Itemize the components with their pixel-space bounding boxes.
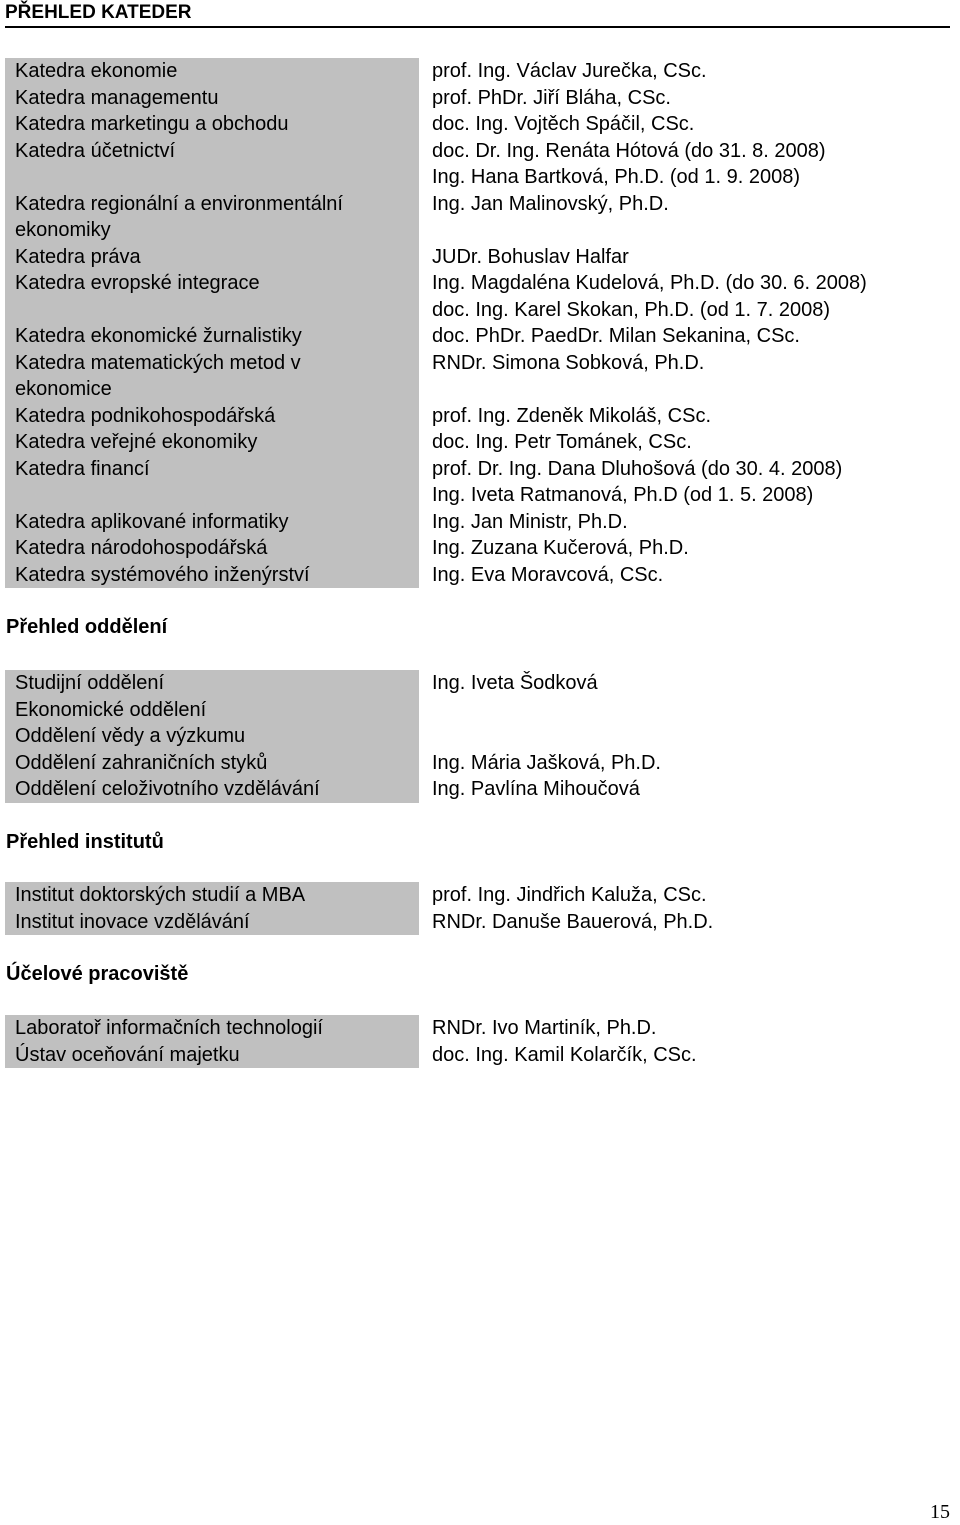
- unit-head: doc. Ing. Vojtěch Spáčil, CSc.: [432, 113, 695, 135]
- table-row: [5, 1042, 950, 1069]
- table-row: [5, 217, 950, 244]
- table-row: [5, 403, 950, 430]
- unit-name: Katedra marketingu a obchodu: [15, 113, 289, 135]
- institutes-heading: Přehled institutů: [6, 831, 164, 853]
- table-row: [5, 244, 950, 271]
- page-title: PŘEHLED KATEDER: [5, 0, 950, 28]
- unit-head: Ing. Zuzana Kučerová, Ph.D.: [432, 537, 689, 559]
- special-units-table: [5, 1015, 950, 1068]
- table-row: [5, 376, 950, 403]
- table-row: [5, 323, 950, 350]
- unit-name: Institut inovace vzdělávání: [15, 910, 250, 933]
- unit-head: doc. PhDr. PaedDr. Milan Sekanina, CSc.: [432, 325, 800, 347]
- table-row: [5, 456, 950, 483]
- table-row: [5, 535, 950, 562]
- table-row: [5, 429, 950, 456]
- institutes-table: [5, 882, 950, 935]
- special-units-heading: Účelové pracoviště: [6, 963, 189, 985]
- table-row: [5, 270, 950, 297]
- unit-name: Katedra ekonomické žurnalistiky: [15, 325, 302, 347]
- unit-name: Katedra matematických metod v: [15, 351, 301, 374]
- unit-head: Ing. Hana Bartková, Ph.D. (od 1. 9. 2008): [432, 166, 800, 188]
- unit-head: Ing. Iveta Šodková: [432, 672, 598, 694]
- unit-name: Oddělení zahraničních styků: [15, 751, 268, 774]
- unit-head: doc. Ing. Kamil Kolarčík, CSc.: [432, 1043, 697, 1066]
- unit-name: Katedra aplikované informatiky: [15, 510, 289, 533]
- unit-name: Laboratoř informačních technologií: [15, 1017, 323, 1039]
- table-row: [5, 297, 950, 324]
- unit-head: RNDr. Simona Sobková, Ph.D.: [432, 351, 705, 374]
- unit-name: Ekonomické oddělení: [15, 698, 207, 721]
- unit-name: Katedra evropské integrace: [15, 272, 260, 294]
- unit-name: Katedra podnikohospodářská: [15, 404, 276, 427]
- unit-head: prof. Ing. Václav Jurečka, CSc.: [432, 60, 707, 82]
- unit-head: doc. Dr. Ing. Renáta Hótová (do 31. 8. 2008): [432, 139, 826, 162]
- table-row: [5, 882, 950, 909]
- unit-head: prof. Ing. Jindřich Kaluža, CSc.: [432, 884, 707, 906]
- table-row: [5, 58, 950, 85]
- unit-name: Katedra systémového inženýrství: [15, 563, 310, 586]
- table-row: [5, 164, 950, 191]
- unit-head: Ing. Iveta Ratmanová, Ph.D (od 1. 5. 2008): [432, 484, 814, 506]
- offices-table: [5, 670, 950, 803]
- table-row: [5, 111, 950, 138]
- unit-name: Katedra práva: [15, 245, 141, 268]
- unit-head: Ing. Jan Ministr, Ph.D.: [432, 510, 628, 533]
- table-row: [5, 350, 950, 377]
- unit-head: RNDr. Danuše Bauerová, Ph.D.: [432, 910, 714, 933]
- table-row: [5, 1015, 950, 1042]
- departments-table: [5, 58, 950, 588]
- table-row: [5, 670, 950, 697]
- table-row: [5, 191, 950, 218]
- unit-name: Katedra účetnictví: [15, 139, 176, 162]
- unit-name: Oddělení celoživotního vzdělávání: [15, 778, 320, 800]
- unit-head: Ing. Jan Malinovský, Ph.D.: [432, 192, 669, 215]
- offices-heading: Přehled oddělení: [6, 616, 168, 638]
- unit-name: Institut doktorských studií a MBA: [15, 884, 306, 906]
- unit-name: Oddělení vědy a výzkumu: [15, 725, 246, 747]
- page-number: 15: [930, 1501, 950, 1523]
- unit-name: Katedra regionální a environmentální: [15, 192, 343, 215]
- table-row: [5, 697, 950, 724]
- table-row: [5, 85, 950, 112]
- unit-head: Ing. Eva Moravcová, CSc.: [432, 563, 664, 586]
- table-row: [5, 750, 950, 777]
- unit-head: doc. Ing. Petr Tománek, CSc.: [432, 431, 692, 453]
- unit-head: prof. Ing. Zdeněk Mikoláš, CSc.: [432, 404, 712, 427]
- table-row: [5, 909, 950, 936]
- unit-name: Katedra veřejné ekonomiky: [15, 431, 258, 453]
- table-row: [5, 482, 950, 509]
- unit-head: Ing. Magdaléna Kudelová, Ph.D. (do 30. 6. 2008): [432, 272, 867, 294]
- unit-name: ekonomiky: [15, 219, 111, 241]
- table-row: [5, 776, 950, 803]
- unit-name: Katedra národohospodářská: [15, 537, 268, 559]
- table-row: [5, 138, 950, 165]
- unit-name: Katedra managementu: [15, 86, 219, 109]
- unit-name: Studijní oddělení: [15, 672, 165, 694]
- unit-name: Katedra ekonomie: [15, 60, 178, 82]
- unit-head: doc. Ing. Karel Skokan, Ph.D. (od 1. 7. 2008): [432, 298, 831, 321]
- unit-name: ekonomice: [15, 378, 112, 400]
- unit-head: prof. PhDr. Jiří Bláha, CSc.: [432, 86, 671, 109]
- unit-head: JUDr. Bohuslav Halfar: [432, 245, 629, 268]
- unit-head: Ing. Pavlína Mihoučová: [432, 778, 640, 800]
- unit-name: Ústav oceňování majetku: [15, 1043, 240, 1066]
- unit-head: RNDr. Ivo Martiník, Ph.D.: [432, 1017, 657, 1039]
- table-row: [5, 562, 950, 589]
- table-row: [5, 723, 950, 750]
- unit-head: Ing. Mária Jašková, Ph.D.: [432, 751, 661, 774]
- unit-name: Katedra financí: [15, 457, 150, 480]
- table-row: [5, 509, 950, 536]
- unit-head: prof. Dr. Ing. Dana Dluhošová (do 30. 4. 2008): [432, 457, 843, 480]
